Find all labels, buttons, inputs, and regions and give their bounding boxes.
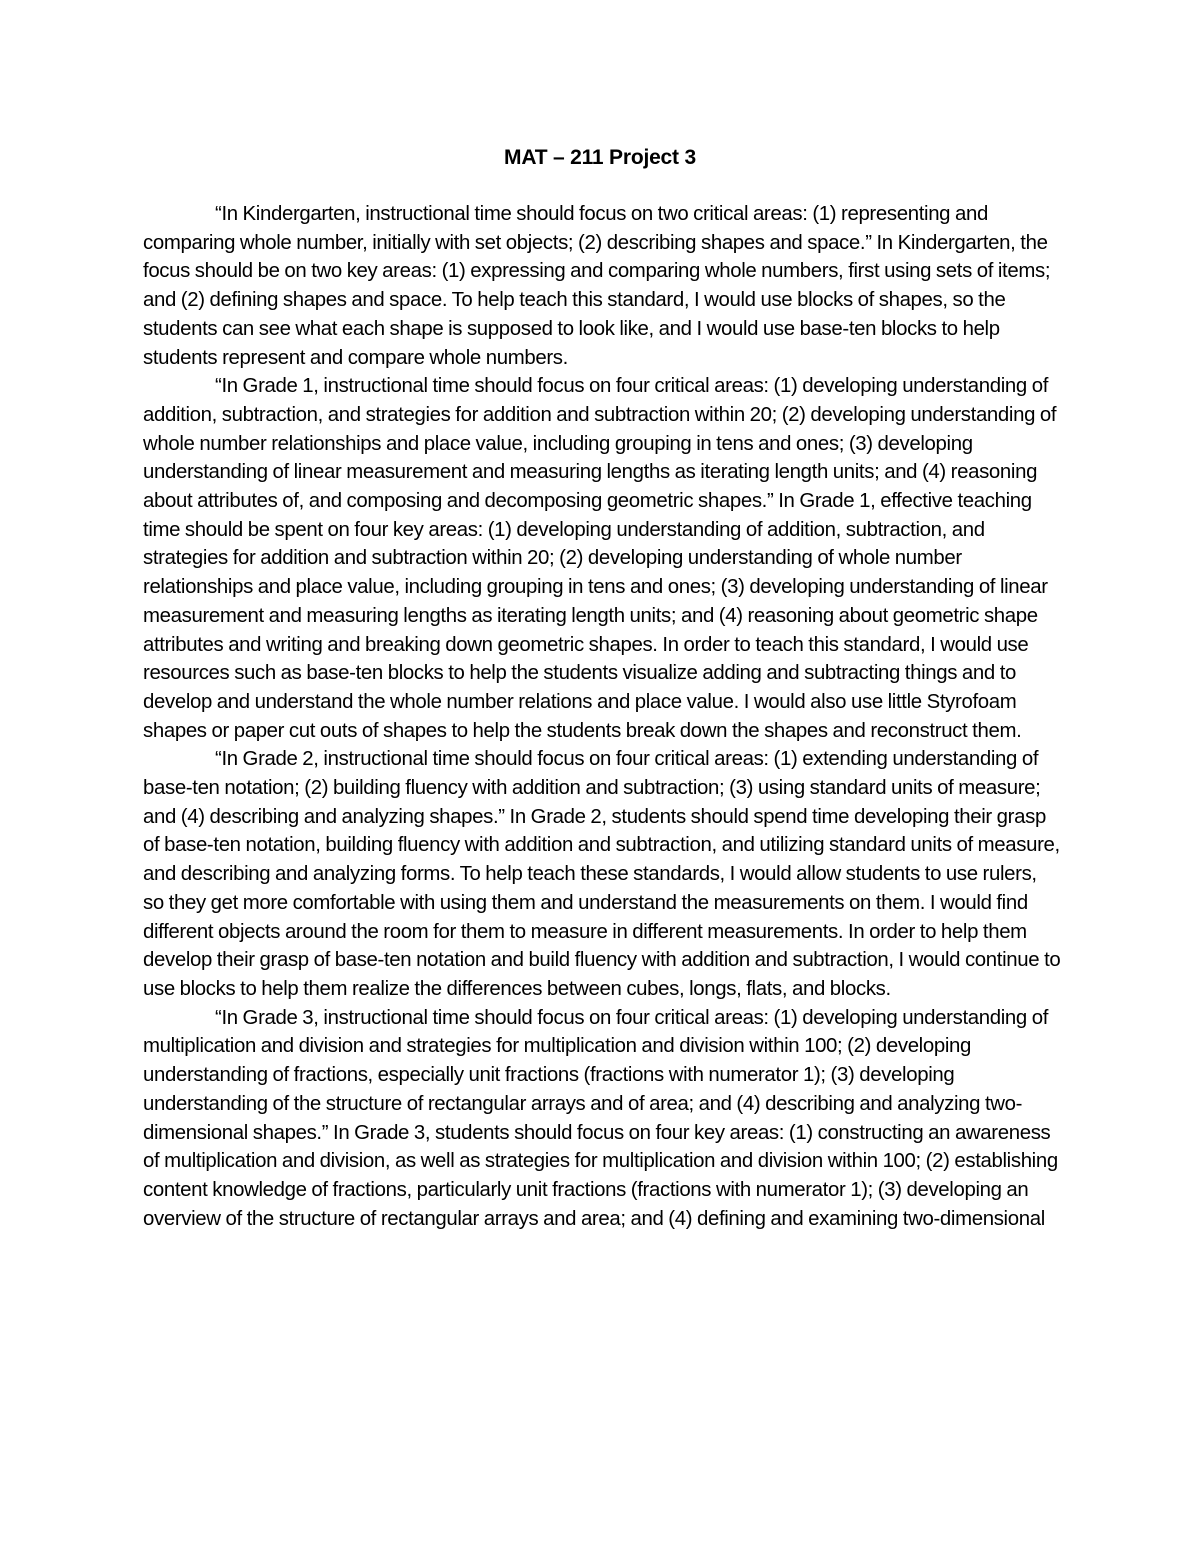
document-body [143, 200, 1061, 1233]
paragraph-grade-3: “In Grade 3, instructional time should focus on four critical areas: (1) developing understanding of multiplication and division and strategies for multiplication and division within 100; (2) developing understanding of fractions, especially unit fractions (fractions with numerator 1); (3) developing understanding of the structure of rectangular arrays and of area; and (4) describing and analyzing two-dimensional shapes.” In Grade 3, students should focus on four key areas: (1) constructing an awareness of multiplication and division, as well as strategies for multiplication and division within 100; (2) establishing content knowledge of fractions, particularly unit fractions (fractions with numerator 1); (3) developing an overview of the structure of rectangular arrays and area; and (4) defining and examining two-dimensional [143, 1006, 1058, 1230]
paragraph-grade-2: “In Grade 2, instructional time should focus on four critical areas: (1) extending understanding of base-ten notation; (2) building fluency with addition and subtraction; (3) using standard units of measure; and (4) describing and analyzing shapes.” In Grade 2, students should spend time developing their grasp of base-ten notation, building fluency with addition and subtraction, and utilizing standard units of measure, and describing and analyzing forms. To help teach these standards, I would allow students to use rulers, so they get more comfortable with using them and understand the measurements on them. I would find different objects around the room for them to measure in different measurements. In order to help them develop their grasp of base-ten notation and build fluency with addition and subtraction, I would continue to use blocks to help them realize the differences between cubes, longs, flats, and blocks. [143, 748, 1061, 1000]
paragraph-grade-1: “In Grade 1, instructional time should focus on four critical areas: (1) developing understanding of addition, subtraction, and strategies for addition and subtraction within 20; (2) developing understanding of whole number relationships and place value, including grouping in tens and ones; (3) developing understanding of linear measurement and measuring lengths as iterating length units; and (4) reasoning about attributes of, and composing and decomposing geometric shapes.” In Grade 1, effective teaching time should be spent on four key areas: (1) developing understanding of addition, subtraction, and strategies for addition and subtraction within 20; (2) developing understanding of whole number relationships and place value, including grouping in tens and ones; (3) developing understanding of linear measurement and measuring lengths as iterating length units; and (4) reasoning about geometric shape attributes and writing and breaking down geometric shapes. In order to teach this standard, I would use resources such as base-ten blocks to help the students visualize adding and subtracting things and to develop and understand the whole number relations and place value. I would also use little Styrofoam shapes or paper cut outs of shapes to help the students break down the shapes and reconstruct them. [143, 375, 1057, 742]
paragraph-kindergarten: “In Kindergarten, instructional time should focus on two critical areas: (1) representing and comparing whole number, initially with set objects; (2) describing shapes and space.” In Kindergarten, the focus should be on two key areas: (1) expressing and comparing whole numbers, first using sets of items; and (2) defining shapes and space. To help teach this standard, I would use blocks of shapes, so the students can see what each shape is supposed to look like, and I would use base-ten blocks to help students represent and compare whole numbers. [143, 203, 1051, 369]
page-title: MAT – 211 Project 3 [504, 146, 696, 169]
